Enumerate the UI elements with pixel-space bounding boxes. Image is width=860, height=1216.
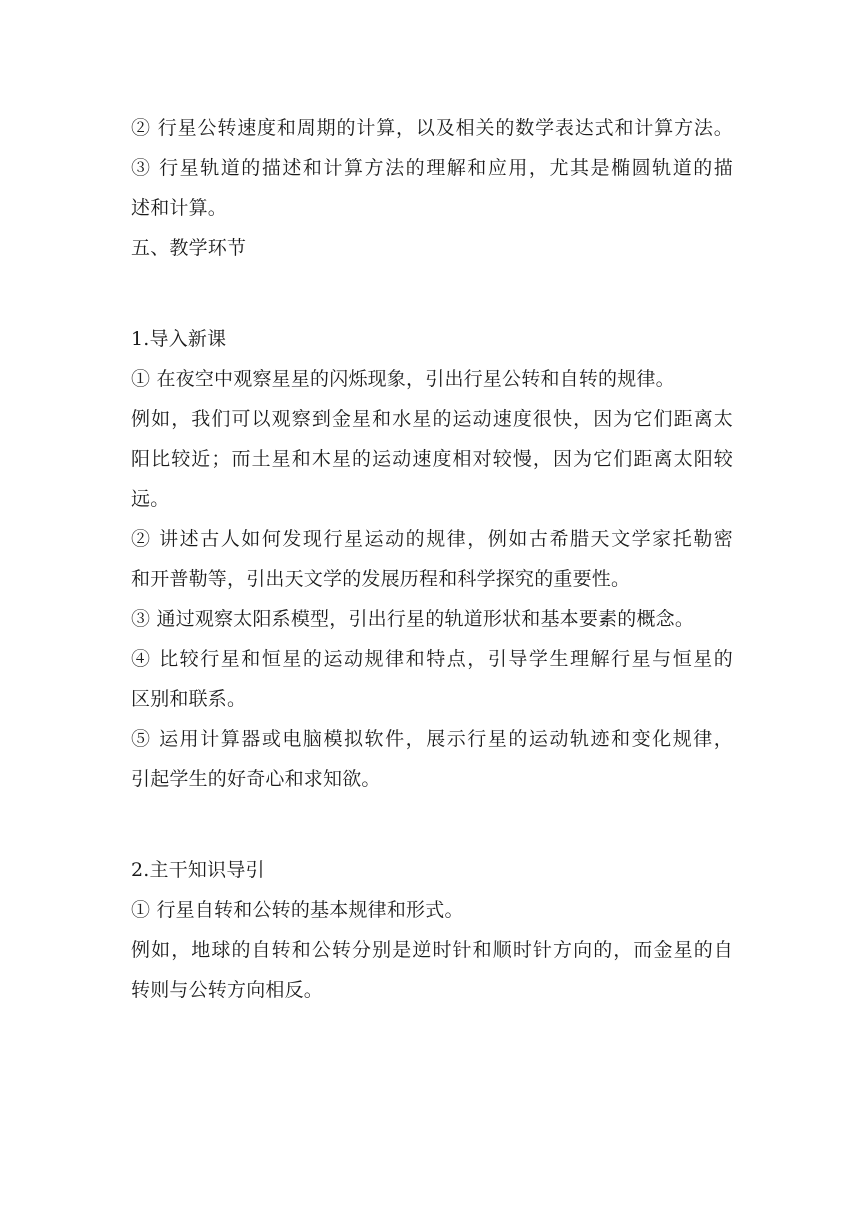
key-point-line: ② 行星公转速度和周期的计算，以及相关的数学表达式和计算方法。	[131, 117, 733, 139]
paragraph-line: 区别和联系。	[131, 688, 247, 710]
spacer	[131, 799, 733, 850]
paragraph-line: ⑤ 运用计算器或电脑模拟软件，展示行星的运动轨迹和变化规律，	[131, 728, 733, 750]
section-title: 五、教学环节	[131, 237, 247, 259]
paragraph-line: ① 行星自转和公转的基本规律和形式。	[131, 899, 464, 921]
paragraph-line: 阳比较近；而土星和木星的运动速度相对较慢，因为它们距离太阳较	[131, 448, 733, 470]
paragraph-line: 例如，地球的自转和公转分别是逆时针和顺时针方向的，而金星的自	[131, 939, 733, 961]
key-point-line: 述和计算。	[131, 197, 228, 219]
paragraph-line: 和开普勒等，引出天文学的发展历程和科学探究的重要性。	[131, 568, 631, 590]
part2-title: 2.主干知识导引	[131, 859, 265, 881]
paragraph-line: 例如，我们可以观察到金星和水星的运动速度很快，因为它们距离太	[131, 408, 733, 430]
key-point-line: ③ 行星轨道的描述和计算方法的理解和应用，尤其是椭圆轨道的描	[131, 157, 733, 179]
part1-title: 1.导入新课	[131, 328, 227, 350]
document-body	[131, 108, 733, 1010]
paragraph-line: ④ 比较行星和恒星的运动规律和特点，引导学生理解行星与恒星的	[131, 648, 733, 670]
spacer	[131, 268, 733, 319]
paragraph-line: 转则与公转方向相反。	[131, 979, 324, 1001]
paragraph-line: ① 在夜空中观察星星的闪烁现象，引出行星公转和自转的规律。	[131, 368, 675, 390]
paragraph-line: 引起学生的好奇心和求知欲。	[131, 768, 381, 790]
paragraph-line: ② 讲述古人如何发现行星运动的规律，例如古希腊天文学家托勒密	[131, 528, 733, 550]
paragraph-line: 远。	[131, 488, 170, 510]
paragraph-line: ③ 通过观察太阳系模型，引出行星的轨道形状和基本要素的概念。	[131, 608, 695, 630]
